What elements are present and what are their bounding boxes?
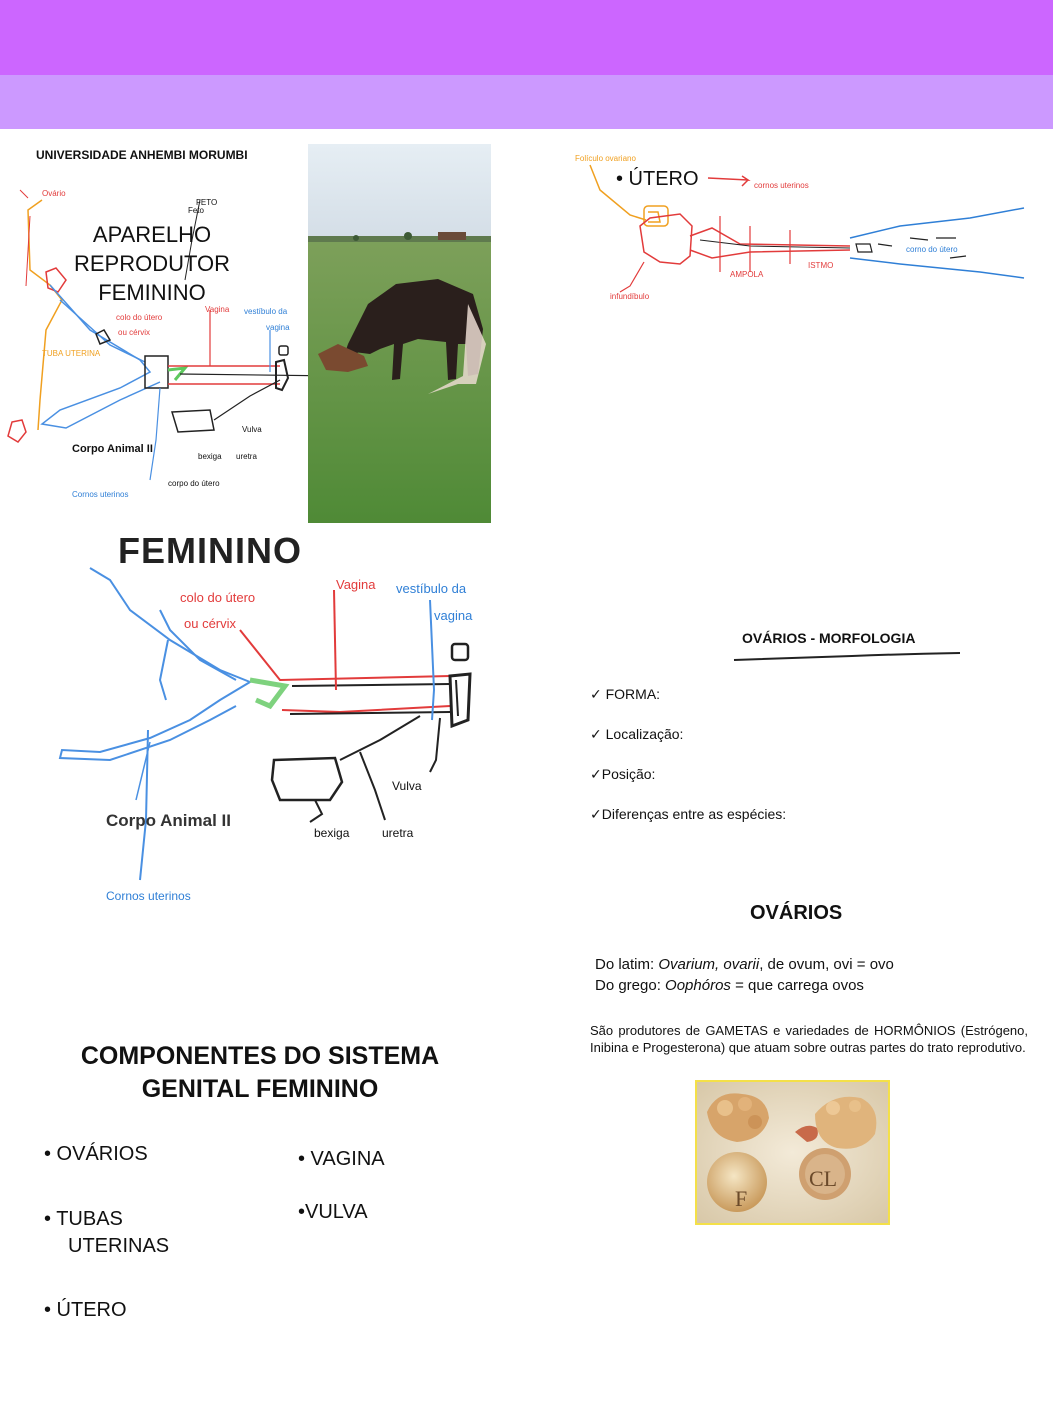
- label-ampola: AMPOLA: [730, 270, 764, 279]
- check-item-posicao: ✓Posição:: [590, 766, 656, 782]
- greek-prefix: Do grego:: [595, 977, 666, 994]
- subheader-band: [0, 75, 1053, 129]
- label-foliculo: Folículo ovariano: [575, 154, 636, 163]
- label-feto-upper: FETO: [196, 198, 218, 207]
- label-bexiga: bexiga: [198, 452, 222, 461]
- etymology-greek: [595, 977, 864, 994]
- label-f: F: [735, 1186, 748, 1211]
- ovary-illustration: [697, 1082, 888, 1223]
- label-tuba: TUBA UTERINA: [42, 349, 101, 358]
- title-underline: [732, 650, 964, 664]
- label-colo-1: colo do útero: [116, 313, 163, 322]
- componentes-title: [30, 1040, 490, 1106]
- label-bexiga: bexiga: [314, 826, 350, 840]
- list-item-ovarios: • OVÁRIOS: [44, 1143, 148, 1165]
- etymology-latin: [595, 956, 894, 973]
- list-item-uterinas: UTERINAS: [68, 1235, 170, 1257]
- label-vagina: Vagina: [336, 577, 376, 592]
- label-corpo-animal: Corpo Animal II: [72, 443, 153, 455]
- componentes-title-line-2: GENITAL FEMININO: [141, 1075, 379, 1103]
- ovary-photo: [695, 1080, 890, 1225]
- slide1-title: [52, 220, 252, 307]
- label-cornos: Cornos uterinos: [106, 889, 191, 903]
- label-vagina: Vagina: [205, 305, 230, 314]
- label-colo-2: ou cérvix: [184, 616, 237, 631]
- label-ovario: Ovário: [42, 189, 66, 198]
- label-corpo-animal: Corpo Animal II: [106, 811, 231, 830]
- title-line-1: APARELHO: [92, 222, 212, 247]
- label-vestibulo-1: vestíbulo da: [244, 307, 288, 316]
- label-corno-do-utero: corno do útero: [906, 245, 958, 254]
- list-item-tubas: • TUBAS: [44, 1208, 123, 1230]
- title-line-2: REPRODUTOR: [73, 251, 231, 276]
- list-item-vulva: •VULVA: [298, 1201, 368, 1223]
- label-feto-lower: Feto: [188, 206, 205, 215]
- latin-term: Ovarium, ovarii: [658, 956, 760, 973]
- label-vestibulo-2: vagina: [434, 608, 473, 623]
- label-infundibulo: infundíbulo: [610, 292, 650, 301]
- greek-suffix: = que carrega ovos: [730, 977, 864, 994]
- latin-prefix: Do latim:: [595, 956, 659, 973]
- reproductive-diagram-small: [0, 160, 345, 510]
- header-band: [0, 0, 1053, 75]
- label-uretra: uretra: [382, 826, 414, 840]
- label-colo-1: colo do útero: [180, 590, 256, 605]
- label-uretra: uretra: [236, 452, 257, 461]
- university-name: UNIVERSIDADE ANHEMBI MORUMBI: [36, 148, 248, 162]
- label-cornos-uterinos: cornos uterinos: [754, 181, 809, 190]
- latin-suffix: , de ovum, ovi = ovo: [759, 956, 894, 973]
- label-vulva: Vulva: [392, 779, 422, 793]
- label-vulva: Vulva: [242, 425, 262, 434]
- componentes-title-line-1: COMPONENTES DO SISTEMA: [80, 1042, 440, 1070]
- label-colo-2: ou cérvix: [118, 328, 151, 337]
- label-istmo: ISTMO: [808, 261, 834, 270]
- reproductive-diagram-large: [50, 560, 500, 910]
- ovarios-title: OVÁRIOS: [750, 902, 843, 924]
- check-item-forma: ✓ FORMA:: [590, 686, 661, 702]
- list-item-utero: • ÚTERO: [44, 1299, 127, 1321]
- label-corpo-utero: corpo do útero: [168, 479, 220, 488]
- label-vestibulo-2: vagina: [266, 323, 290, 332]
- morfologia-title: OVÁRIOS - MORFOLOGIA: [742, 630, 916, 646]
- check-item-diferencas: ✓Diferenças entre as espécies:: [590, 806, 787, 822]
- horse-foaling-photo: [308, 144, 491, 523]
- title-line-3: FEMININO: [98, 280, 206, 305]
- ovarios-description: São produtores de GAMETAS e variedades de HORMÔNIOS (Estrógeno, Inibina e Progesterona) que atuam sobre outras partes do trato reprodutivo.: [590, 1023, 1028, 1055]
- label-cl: CL: [809, 1166, 838, 1191]
- label-cornos: Cornos uterinos: [72, 490, 129, 499]
- label-vestibulo-1: vestíbulo da: [396, 581, 467, 596]
- greek-term: Oophóros: [665, 977, 731, 994]
- list-item-vagina: • VAGINA: [298, 1148, 385, 1170]
- slide2-title: FEMININO: [118, 530, 302, 571]
- check-item-localizacao: ✓ Localização:: [590, 726, 684, 742]
- utero-title: • ÚTERO: [616, 168, 699, 190]
